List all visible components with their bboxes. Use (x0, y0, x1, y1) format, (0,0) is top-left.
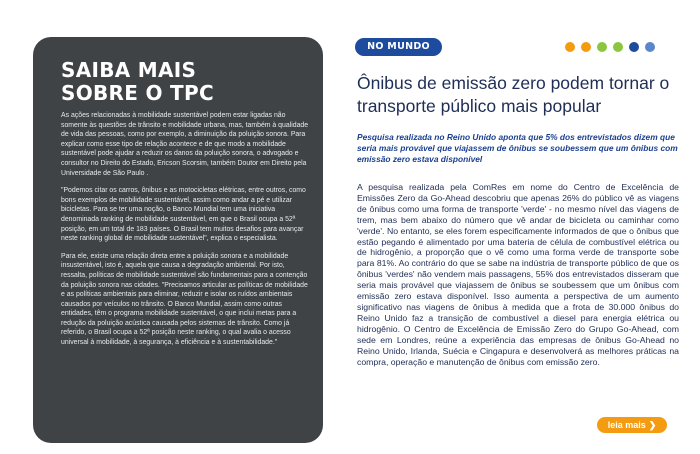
orange-dot-icon (581, 42, 591, 52)
blue-dot-icon (629, 42, 639, 52)
article-body: A pesquisa realizada pela ComRes em nome do Centro de Excelência de Emissões Zero da Go-Ahead descobriu que apenas 26% do público vê as viagens de ônibus como uma forma de transporte 'verde' - no mesmo nível das viagens de trem, mas bem abaixo do número que vê andar de bicicleta ou caminhar como 'verde'. No entanto, se eles forem especificamente informados de que o ônibus que estão pegando é alimentado por uma bateria de célula de combustível elétrica ou de hidrogênio, a proporção que o vê como uma forma verde de transporte sobe para 81%. Ao contrário do que se sabe na indústria de transporte público de que os ônibus 'verdes' não vendem mais passagens, 55% dos entrevistados disseram que seria mais provável que viajassem de ônibus se soubessem que um ônibus com emissão zero estava disponível. Isso aumenta a perspectiva de um aumento significativo nas viagens de ônibus à medida que a frota de 30.000 ônibus do Reino Unido faz a transição de combustível a diesel para energia elétrica ou hidrogênio. O Centro de Excelência de Emissão Zero do Grupo Go-Ahead, com sede em Londres, reúne a experiência das empresas de ônibus Go-Ahead no Reino Unido, Irlanda, Suécia e Cingapura e desenvolverá as melhores práticas na compra, operação e manutenção de ônibus com emissão zero. (357, 182, 679, 367)
chevron-right-icon: ❯ (648, 420, 657, 430)
card-paragraph: As ações relacionadas à mobilidade sustentável podem estar ligadas não somente às questões de trânsito e mobilidade urbana, mas, também à qualidade de vida das pessoas, como por exemplo, a diminuição da poluição sonora. Para explicar como esse tipo de relação acontece e de que modo a mobilidade sustentável pode ajudar a reduzir os danos da poluição sonora, o advogado e consultor no Direito do Estado, Ericson Scorsim, também Doutor em Direito pela Universidade de São Paulo . (61, 112, 309, 177)
card-body (61, 111, 311, 348)
card-title-line2: SOBRE O TPC (61, 81, 214, 105)
read-more-label: leia mais (607, 420, 646, 430)
green-dot-icon (613, 42, 623, 52)
card-title-line1: SAIBA MAIS (61, 58, 197, 82)
card-title (61, 59, 311, 105)
card-paragraph: Para ele, existe uma relação direta entre a poluição sonora e a mobilidade insustentável, isto é, aquela que causa a degradação ambiental. Por isto, ressalta, políticas de mobilidade sustentável são fundamentais para a contenção da poluição sonora nas cidades. "Precisamos articular as políticas de mobilidade e as políticas ambientais para eliminar, reduzir e isolar os ruídos ambientais causados por veículos no trânsito. O Banco Mundial, assim como outras entidades, têm o programa mobilidade sustentável, o que inclui metas para a redução da poluição acústica causada pelos sistemas de trânsito. Como já referido, o Brasil ocupa a 52ª posição neste ranking, o qual avalia o acesso universal à mobilidade, à segurança, à eficiência e à sustentabilidade." (61, 252, 308, 347)
green-dot-icon (597, 42, 607, 52)
article-subtitle: Pesquisa realizada no Reino Unido aponta que 5% dos entrevistados dizem que seria mais provável que viajassem de ônibus se soubessem que um ônibus com emissão zero estava disponível (357, 132, 678, 164)
article-headline: Ônibus de emissão zero podem tornar o transporte público mais popular (357, 73, 670, 116)
info-card (33, 37, 323, 443)
light-blue-dot-icon (645, 42, 655, 52)
section-badge: NO MUNDO (355, 38, 442, 56)
read-more-button[interactable] (597, 417, 667, 433)
orange-dot-icon (565, 42, 575, 52)
decorative-dots (565, 42, 655, 52)
card-paragraph: "Podemos citar os carros, ônibus e as motocicletas elétricas, entre outros, como bons exemplos de mobilidade sustentável, assim como andar a pé e utilizar bicicletas. Para se ter uma noção, o Banco Mundial tem uma iniciativa denominada ranking de mobilidade sustentável, em que o Brasil ocupa a 52ª posição, em um total de 183 países. O Brasil tem muitos desafios para avançar neste ranking global de mobilidade sustentável", explica o especialista. (61, 187, 306, 243)
